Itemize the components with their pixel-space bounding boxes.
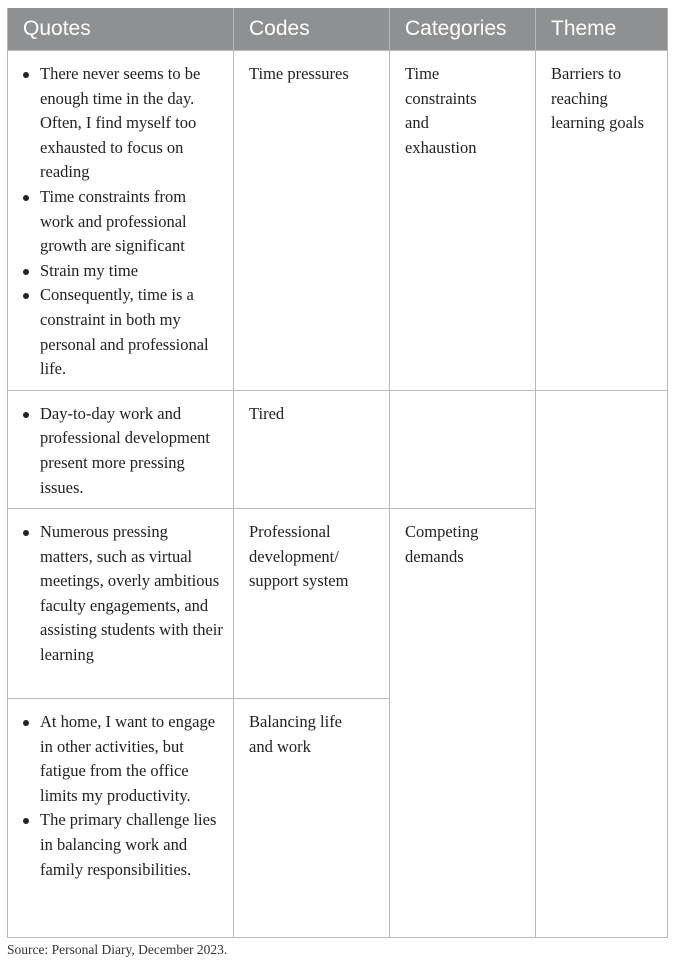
quote-item: Day-to-day work and professional development present more pressing issues. <box>40 402 223 500</box>
source-note: Source: Personal Diary, December 2023. <box>7 942 228 957</box>
quote-item: Time constraints from work and professional growth are significant <box>40 185 223 259</box>
quote-item: There never seems to be enough time in the day. Often, I find myself too exhausted to focus on reading <box>40 62 223 185</box>
table-row <box>8 390 668 508</box>
quote-item: Strain my time <box>40 259 223 284</box>
quotes-cell <box>8 390 234 508</box>
quote-item: Numerous pressing matters, such as virtual meetings, overly ambitious faculty engagements, and assisting students with their learning <box>40 520 223 668</box>
code-cell: Professional development/ support system <box>234 509 390 699</box>
header-categories: Categories <box>390 8 536 51</box>
quote-item: At home, I want to engage in other activities, but fatigue from the office limits my productivity. <box>40 710 223 808</box>
code-cell: Balancing life and work <box>234 699 390 938</box>
header-row <box>8 8 668 51</box>
quote-item: The primary challenge lies in balancing work and family responsibilities. <box>40 808 223 882</box>
category-cell: Time constraints and exhaustion <box>390 51 536 391</box>
table-row <box>8 51 668 391</box>
quote-item: Consequently, time is a constraint in both my personal and professional life. <box>40 283 223 381</box>
theme-cell <box>536 390 668 937</box>
header-codes: Codes <box>234 8 390 51</box>
header-theme: Theme <box>536 8 668 51</box>
code-cell: Tired <box>234 390 390 508</box>
code-cell: Time pressures <box>234 51 390 391</box>
header-quotes: Quotes <box>8 8 234 51</box>
theme-cell: Barriers to reaching learning goals <box>536 51 668 391</box>
category-cell: Competing demands <box>390 509 536 938</box>
category-cell <box>390 390 536 508</box>
themes-table <box>7 8 668 938</box>
quotes-cell <box>8 699 234 938</box>
quotes-cell <box>8 509 234 699</box>
quotes-cell <box>8 51 234 391</box>
